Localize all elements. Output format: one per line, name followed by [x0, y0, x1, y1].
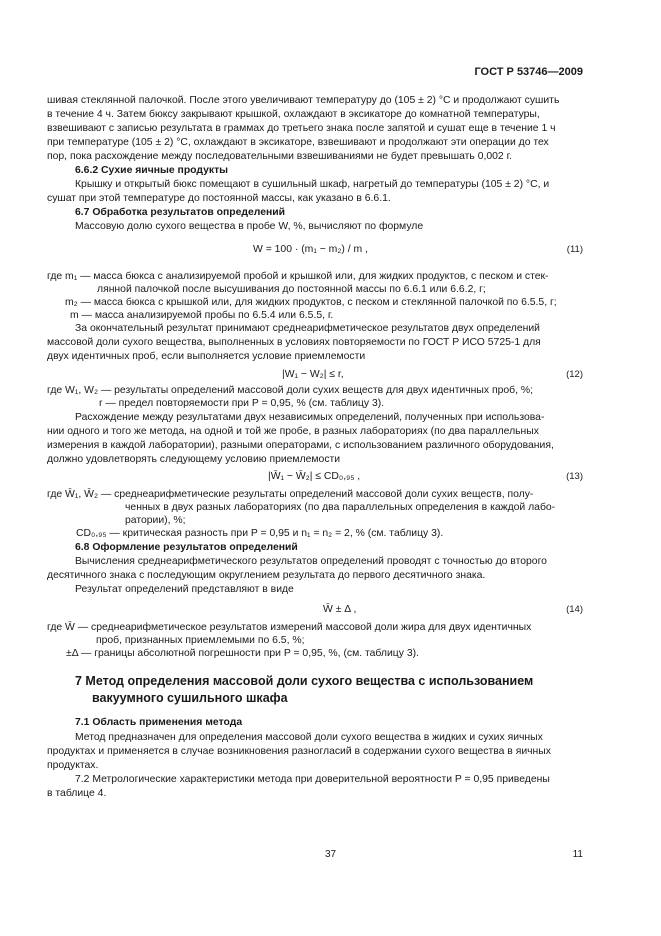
- text-line: Массовую долю сухого вещества в пробе W, %, вычисляют по формуле: [75, 221, 424, 232]
- text-line: 7.2 Метрологические характеристики метода при доверительной вероятности P = 0,95 приведены: [75, 774, 550, 785]
- formula-12: |W₁ − W₂| ≤ r,: [282, 369, 344, 380]
- section-heading-6-7: 6.7 Обработка результатов определений: [75, 207, 286, 218]
- text-line: при температуре (105 ± 2) °С, охлаждают в эксикаторе, взвешивают и продолжают эти операции до тех: [47, 137, 549, 148]
- formula-number-14: (14): [566, 604, 583, 615]
- where-line: r — предел повторяемости при P = 0,95, % (см. таблицу 3).: [99, 398, 385, 409]
- formula-11: W = 100 · (m₁ − m₂) / m ,: [253, 244, 368, 255]
- where-line: m — масса анализируемой пробы по 6.5.4 или 6.5.5, г.: [70, 310, 334, 321]
- text-line: шивая стеклянной палочкой. После этого увеличивают температуру до (105 ± 2) °С и продолжают сушить: [47, 95, 560, 106]
- text-line: должно удовлетворять следующему условию приемлемости: [47, 454, 341, 465]
- text-line: десятичного знака с последующим округлением результата до первого десятичного знака.: [47, 570, 486, 581]
- text-line: массовой доли сухого вещества, выполненных в условиях повторяемости по ГОСТ Р ИСО 5725-1 для: [47, 337, 541, 348]
- where-line: где W̄ — среднеарифметическое результатов измерений массовой доли жира для двух идентичных: [47, 622, 532, 633]
- page-number-center: 37: [324, 849, 337, 860]
- text-line: в течение 4 ч. Затем бюксу закрывают крышкой, охлаждают в эксикаторе до комнатной температуры,: [47, 109, 540, 120]
- text-line: в таблице 4.: [47, 788, 107, 799]
- where-line: ±Δ — границы абсолютной погрешности при P = 0,95, %, (см. таблицу 3).: [66, 648, 419, 659]
- formula-14: W̄ ± Δ ,: [323, 604, 357, 615]
- text-line: взвешивают с записью результата в граммах до третьего знака после запятой и сушат еще в течение 1 ч: [47, 123, 556, 134]
- where-line: где W̄₁, W̄₂ — среднеарифметические результаты определений массовой доли сухих веществ, полу-: [47, 489, 534, 500]
- text-line: Крышку и открытый бюкс помещают в сушильный шкаф, нагретый до температуры (105 ± 2) °С, и: [75, 179, 550, 190]
- text-line: продуктах и применяется в случае возникновения разногласий в содержании сухого вещества в яичных: [47, 746, 551, 757]
- where-line: ченных в двух разных лабораториях (по два параллельных определения в каждой лабо-: [125, 502, 556, 513]
- standard-header: ГОСТ Р 53746—2009: [474, 66, 583, 78]
- text-line: Расхождение между результатами двух независимых определений, полученных при использова-: [75, 412, 545, 423]
- page-number-right: 11: [572, 849, 583, 860]
- where-line: где m₁ — масса бюкса с анализируемой пробой и крышкой или, для жидких продуктов, с песком и стек-: [47, 271, 549, 282]
- text-line: За окончательный результат принимают среднеарифметическое результатов двух определений: [75, 323, 540, 334]
- text-line: Метод предназначен для определения массовой доли сухого вещества в жидких и сухих яичных: [75, 732, 543, 743]
- where-line: лянной палочкой после высушивания до постоянной массы по 6.6.1 или 6.6.2, г;: [97, 284, 486, 295]
- section-heading-6-6-2: 6.6.2 Сухие яичные продукты: [75, 165, 229, 176]
- formula-number-11: (11): [566, 244, 583, 255]
- text-line: продуктах.: [47, 760, 99, 771]
- formula-13: |W̄₁ − W̄₂| ≤ CD₀,₉₅ ,: [268, 471, 361, 482]
- section-heading-7: 7 Метод определения массовой доли сухого вещества с использованием: [75, 674, 534, 688]
- formula-number-12: (12): [566, 369, 583, 380]
- text-line: пор, пока расхождение между последовательными взвешиваниями не будет превышать 0,002 г.: [47, 151, 513, 162]
- text-line: двух идентичных проб, если выполняется условие приемлемости: [47, 351, 366, 362]
- text-line: Вычисления среднеарифметического результатов определений проводят с точностью до второго: [75, 556, 547, 567]
- section-heading-7-1: 7.1 Область применения метода: [75, 717, 243, 728]
- text-line: нии одного и того же метода, на одной и той же пробе, в разных лабораториях (по два параллельных: [47, 426, 539, 437]
- where-line: где W₁, W₂ — результаты определений массовой доли сухих веществ для двух идентичных проб, %;: [47, 385, 533, 396]
- text-line: Результат определений представляют в виде: [75, 584, 294, 595]
- section-heading-6-8: 6.8 Оформление результатов определений: [75, 542, 298, 553]
- where-line: m₂ — масса бюкса с крышкой или, для жидких продуктов, с песком и стеклянной палочкой по 6.5.5, г;: [65, 297, 557, 308]
- text-line: сушат при этой температуре до постоянной массы, как указано в 6.6.1.: [47, 193, 391, 204]
- where-line: CD₀,₉₅ — критическая разность при P = 0,95 и n₁ = n₂ = 2, % (см. таблицу 3).: [76, 528, 444, 539]
- text-line: измерения в каждой лаборатории), разными операторами, с использованием различного оборудования,: [47, 440, 554, 451]
- where-line: ратории), %;: [125, 515, 186, 526]
- section-heading-7-cont: вакуумного сушильного шкафа: [92, 691, 288, 705]
- where-line: проб, признанных приемлемыми по 6.5, %;: [96, 635, 305, 646]
- formula-number-13: (13): [566, 471, 583, 482]
